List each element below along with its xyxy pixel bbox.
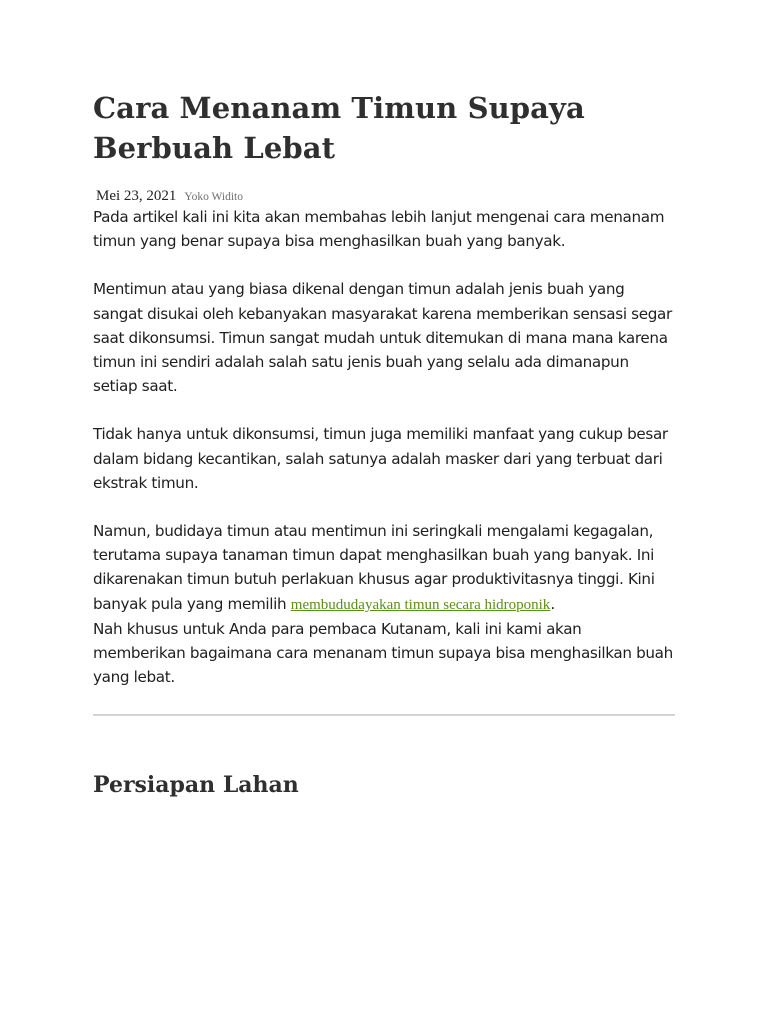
paragraph-budidaya-text: Namun, budidaya timun atau mentimun ini seringkali mengalami kegagalan, terutama supaya tanaman timun dapat menghasilkan buah yang banyak. Ini dikarenakan timun butuh perlakuan khusus agar produktivitasnya tinggi. Kini banyak pula yang memilih: [93, 522, 655, 613]
article-body: [93, 205, 675, 689]
paragraph-budidaya: [93, 519, 675, 617]
paragraph-mentimun: Mentimun atau yang biasa dikenal dengan timun adalah jenis buah yang sangat disukai oleh kebanyakan masyarakat karena memberikan sensasi segar saat dikonsumsi. Timun sangat mudah untuk ditemukan di mana mana karena timun ini sendiri adalah salah satu jenis buah yang selalu ada dimanapun setiap saat.: [93, 280, 672, 396]
section-heading: Persiapan Lahan: [93, 772, 299, 799]
paragraph-kutanam: Nah khusus untuk Anda para pembaca Kutanam, kali ini kami akan memberikan bagaimana cara menanam timun supaya bisa menghasilkan buah yang lebat.: [93, 619, 673, 687]
article: [93, 88, 675, 800]
paragraph-budidaya-end: .: [550, 594, 555, 613]
author-name: Yoko Widito: [184, 191, 243, 203]
page-title: Cara Menanam Timun Supaya Berbuah Lebat: [93, 91, 585, 165]
article-meta: [93, 188, 675, 205]
hidroponik-link[interactable]: membududayakan timun secara hidroponik: [290, 596, 551, 613]
paragraph-intro: Pada artikel kali ini kita akan membahas lebih lanjut mengenai cara menanam timun yang benar supaya bisa menghasilkan buah yang banyak.: [93, 208, 665, 251]
paragraph-manfaat: Tidak hanya untuk dikonsumsi, timun juga memiliki manfaat yang cukup besar dalam bidang kecantikan, salah satunya adalah masker dari yang terbuat dari ekstrak timun.: [93, 425, 668, 492]
section-divider: [93, 714, 675, 716]
publish-date: Mei 23, 2021: [96, 188, 177, 204]
